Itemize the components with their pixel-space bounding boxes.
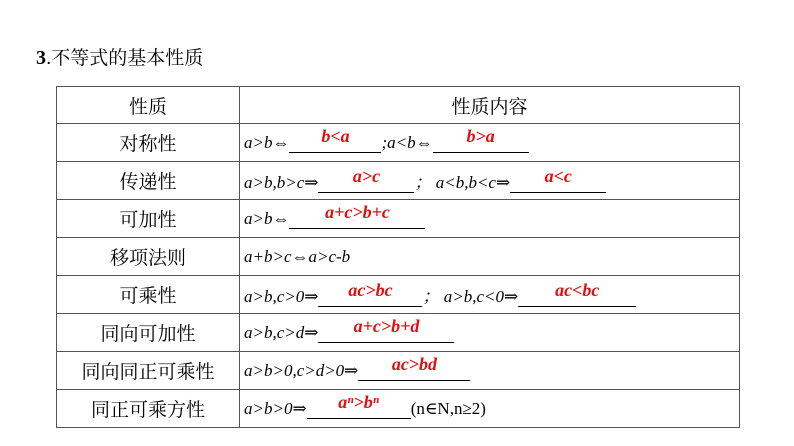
section-title [36,44,203,73]
header-property: 性质 [57,87,240,124]
table-row [57,276,740,314]
formula-text: a>b⇔ [244,209,290,228]
property-content [240,390,740,428]
header-content: 性质内容 [240,87,740,124]
answer-blank [289,202,425,229]
property-name: 可加性 [57,200,240,238]
property-content [240,162,740,200]
section-title-text: .不等式的基本性质 [46,48,204,69]
table-row [57,314,740,352]
formula-text: ； a<b,b<c⇒ [414,173,511,192]
answer-text: b>a [466,126,495,146]
answer-text: ac<bc [555,280,600,300]
formula-text: a+b>c⇔a>c-b [244,246,351,266]
answer-text: a<c [544,166,572,186]
properties-table [56,86,740,428]
property-name: 可乘性 [57,276,240,314]
property-content [240,276,740,314]
table-row [57,238,740,276]
property-name: 同向可加性 [57,314,240,352]
answer-text: a>c [352,166,381,186]
formula-text: a>b⇔ [244,133,290,152]
formula-text: a>b>0,c>d>0⇒ [244,361,359,380]
answer-text: aⁿ>bⁿ [338,392,380,412]
answer-blank [358,354,470,381]
answer-blank [510,166,606,193]
property-name: 移项法则 [57,238,240,276]
formula-text: ;a<b⇔ [381,133,433,152]
property-name: 传递性 [57,162,240,200]
table-row [57,390,740,428]
property-content [240,352,740,390]
answer-blank [318,166,414,193]
formula-text: a>b,c>0⇒ [244,287,319,306]
table-row [57,162,740,200]
formula-text: a>b,c>d⇒ [244,323,319,342]
answer-blank [289,126,381,153]
property-content [240,314,740,352]
property-content [240,200,740,238]
property-name: 对称性 [57,124,240,162]
answer-text: a+c>b+d [353,316,420,336]
section-number: 3 [36,47,46,69]
answer-blank [433,126,529,153]
property-name: 同向同正可乘性 [57,352,240,390]
property-content [240,238,740,276]
property-name: 同正可乘方性 [57,390,240,428]
formula-text: a>b>0⇒ [244,399,307,418]
answer-blank [518,280,636,307]
formula-text: ； a>b,c<0⇒ [422,287,519,306]
answer-blank [318,280,422,307]
table-header-row [57,87,740,124]
answer-blank [318,316,454,343]
table-row [57,200,740,238]
formula-text: (n∈N,n≥2) [410,399,486,418]
answer-text: ac>bc [348,280,393,300]
table-row [57,352,740,390]
table-row [57,124,740,162]
formula-text: a>b,b>c⇒ [244,173,319,192]
answer-text: a+c>b+c [325,202,390,222]
answer-text: b<a [321,126,350,146]
answer-text: ac>bd [391,354,438,374]
answer-blank [307,392,411,419]
property-content [240,124,740,162]
